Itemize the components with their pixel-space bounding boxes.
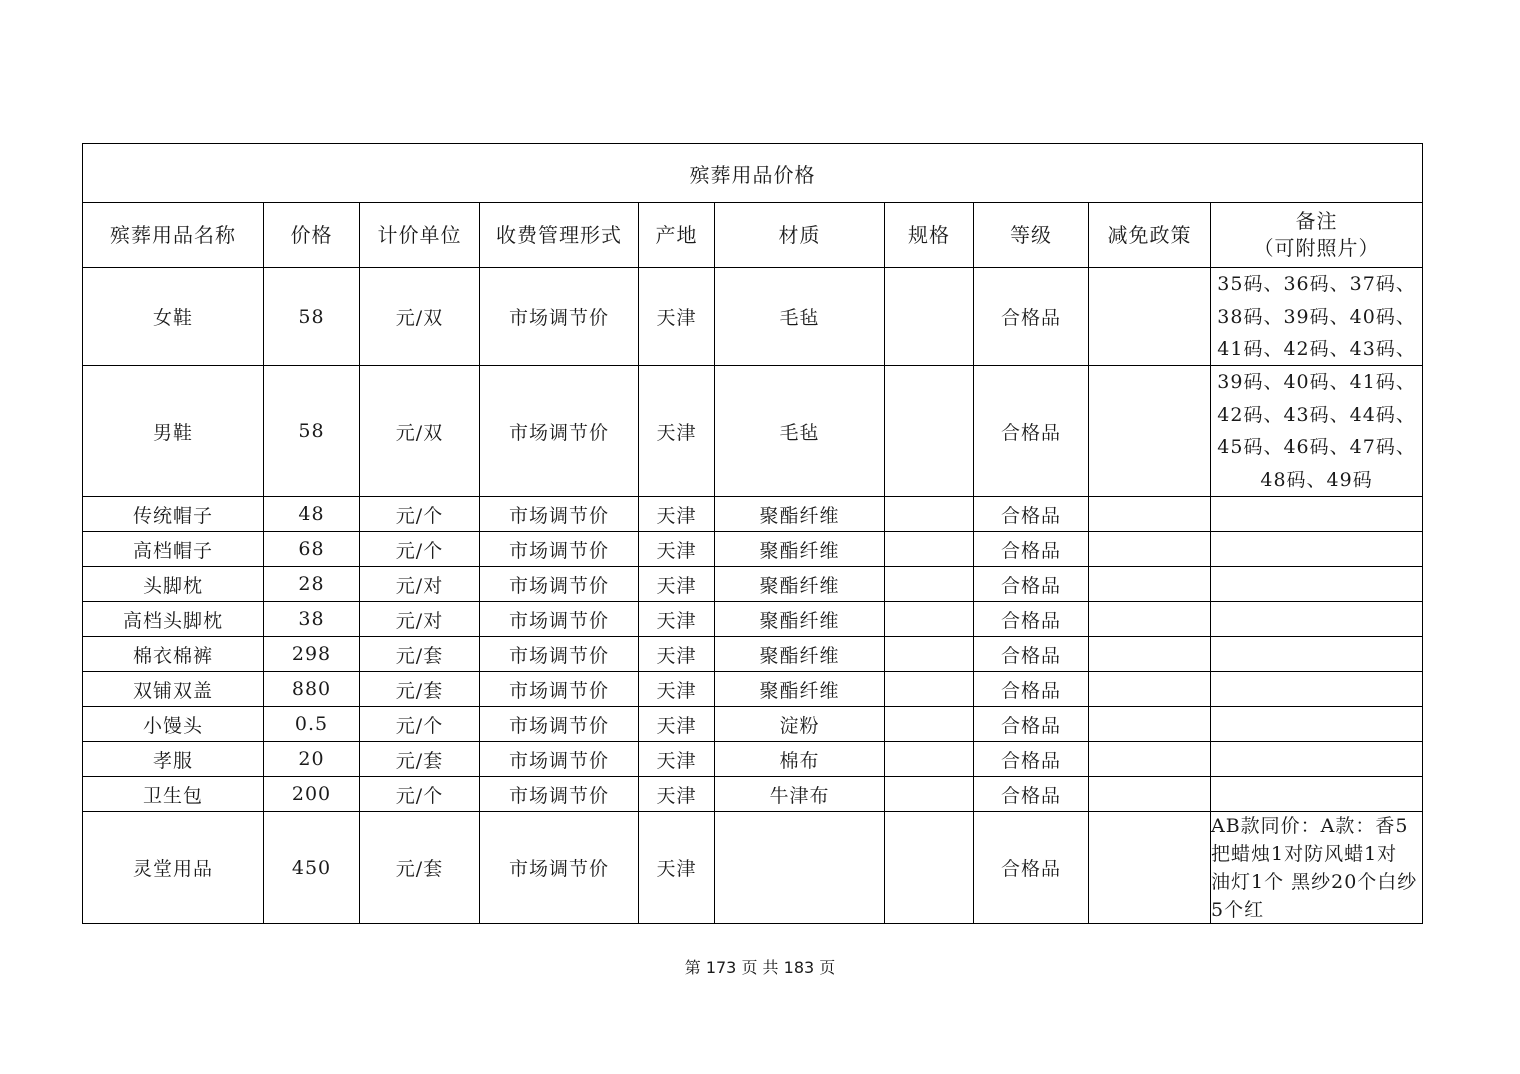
table-row — [83, 366, 1423, 497]
cell-name: 灵堂用品 — [83, 812, 264, 924]
cell-policy — [1089, 602, 1211, 637]
cell-name: 卫生包 — [83, 777, 264, 812]
cell-material: 聚酯纤维 — [715, 672, 885, 707]
cell-grade: 合格品 — [974, 532, 1089, 567]
cell-policy — [1089, 637, 1211, 672]
cell-spec — [885, 532, 974, 567]
cell-price: 58 — [264, 366, 360, 497]
cell-unit: 元/双 — [360, 268, 480, 366]
cell-note — [1211, 366, 1423, 497]
cell-price: 68 — [264, 532, 360, 567]
cell-unit: 元/对 — [360, 602, 480, 637]
note-text: 35码、36码、37码、38码、39码、40码、41码、42码、43码、 — [1217, 273, 1416, 360]
cell-note — [1211, 532, 1423, 567]
cell-spec — [885, 637, 974, 672]
cell-origin: 天津 — [639, 567, 715, 602]
cell-policy — [1089, 777, 1211, 812]
table-title: 殡葬用品价格 — [83, 144, 1423, 203]
header-note — [1211, 203, 1423, 268]
table-row — [83, 497, 1423, 532]
cell-note — [1211, 268, 1423, 366]
cell-price: 38 — [264, 602, 360, 637]
cell-name: 高档头脚枕 — [83, 602, 264, 637]
header-origin: 产地 — [639, 203, 715, 268]
cell-material: 棉布 — [715, 742, 885, 777]
cell-price: 48 — [264, 497, 360, 532]
cell-grade: 合格品 — [974, 707, 1089, 742]
cell-note — [1211, 497, 1423, 532]
cell-mgmt: 市场调节价 — [480, 366, 639, 497]
cell-mgmt: 市场调节价 — [480, 637, 639, 672]
cell-unit: 元/个 — [360, 707, 480, 742]
cell-spec — [885, 602, 974, 637]
cell-unit: 元/双 — [360, 366, 480, 497]
price-table — [82, 143, 1423, 924]
cell-note — [1211, 777, 1423, 812]
header-note-line1: 备注 — [1295, 209, 1338, 233]
cell-note — [1211, 602, 1423, 637]
cell-mgmt: 市场调节价 — [480, 532, 639, 567]
note-text: 39码、40码、41码、42码、43码、44码、45码、46码、47码、 — [1217, 371, 1416, 458]
cell-spec — [885, 497, 974, 532]
cell-note — [1211, 567, 1423, 602]
cell-grade: 合格品 — [974, 812, 1089, 924]
cell-policy — [1089, 532, 1211, 567]
cell-mgmt: 市场调节价 — [480, 672, 639, 707]
cell-name: 孝服 — [83, 742, 264, 777]
total-pages-number: 183 — [783, 958, 815, 977]
cell-spec — [885, 742, 974, 777]
header-mgmt: 收费管理形式 — [480, 203, 639, 268]
cell-policy — [1089, 366, 1211, 497]
cell-policy — [1089, 742, 1211, 777]
cell-grade: 合格品 — [974, 268, 1089, 366]
cell-spec — [885, 672, 974, 707]
cell-origin: 天津 — [639, 532, 715, 567]
cell-grade: 合格品 — [974, 497, 1089, 532]
header-policy: 减免政策 — [1089, 203, 1211, 268]
cell-policy — [1089, 497, 1211, 532]
cell-spec — [885, 707, 974, 742]
cell-name: 高档帽子 — [83, 532, 264, 567]
cell-grade: 合格品 — [974, 567, 1089, 602]
cell-note — [1211, 742, 1423, 777]
cell-note — [1211, 707, 1423, 742]
header-unit: 计价单位 — [360, 203, 480, 268]
cell-grade: 合格品 — [974, 672, 1089, 707]
cell-origin: 天津 — [639, 777, 715, 812]
table-row — [83, 268, 1423, 366]
cell-note — [1211, 812, 1423, 924]
cell-material: 聚酯纤维 — [715, 602, 885, 637]
header-material: 材质 — [715, 203, 885, 268]
page-footer — [0, 955, 1520, 978]
cell-material: 淀粉 — [715, 707, 885, 742]
cell-name: 男鞋 — [83, 366, 264, 497]
cell-material: 毛毡 — [715, 268, 885, 366]
cell-material: 聚酯纤维 — [715, 567, 885, 602]
cell-mgmt: 市场调节价 — [480, 602, 639, 637]
cell-material: 聚酯纤维 — [715, 497, 885, 532]
header-note-line2: （可附照片） — [1253, 236, 1380, 260]
cell-grade: 合格品 — [974, 742, 1089, 777]
cell-price: 450 — [264, 812, 360, 924]
cell-origin: 天津 — [639, 268, 715, 366]
cell-price: 0.5 — [264, 707, 360, 742]
cell-name: 棉衣棉裤 — [83, 637, 264, 672]
cell-mgmt: 市场调节价 — [480, 268, 639, 366]
cell-price: 20 — [264, 742, 360, 777]
table-row — [83, 532, 1423, 567]
cell-name: 传统帽子 — [83, 497, 264, 532]
cell-origin: 天津 — [639, 366, 715, 497]
table-row — [83, 812, 1423, 924]
cell-policy — [1089, 812, 1211, 924]
cell-unit: 元/个 — [360, 777, 480, 812]
header-price: 价格 — [264, 203, 360, 268]
footer-middle: 页 共 — [741, 958, 779, 977]
table-row — [83, 777, 1423, 812]
cell-name: 头脚枕 — [83, 567, 264, 602]
cell-note — [1211, 672, 1423, 707]
header-row — [83, 203, 1423, 268]
cell-origin: 天津 — [639, 602, 715, 637]
cell-mgmt: 市场调节价 — [480, 742, 639, 777]
cell-spec — [885, 567, 974, 602]
table-row — [83, 707, 1423, 742]
table-row — [83, 637, 1423, 672]
cell-name: 女鞋 — [83, 268, 264, 366]
cell-name: 双铺双盖 — [83, 672, 264, 707]
table-row — [83, 672, 1423, 707]
header-name: 殡葬用品名称 — [83, 203, 264, 268]
cell-unit: 元/套 — [360, 812, 480, 924]
cell-policy — [1089, 707, 1211, 742]
cell-origin: 天津 — [639, 707, 715, 742]
cell-material: 聚酯纤维 — [715, 637, 885, 672]
cell-spec — [885, 777, 974, 812]
note-text: AB款同价：A款：香5把蜡烛1对防风蜡1对 油灯1个 黑纱20个白纱5个红 — [1211, 815, 1418, 921]
cell-grade: 合格品 — [974, 602, 1089, 637]
cell-note — [1211, 637, 1423, 672]
cell-price: 880 — [264, 672, 360, 707]
table-row — [83, 742, 1423, 777]
cell-spec — [885, 366, 974, 497]
cell-unit: 元/个 — [360, 497, 480, 532]
footer-suffix: 页 — [819, 958, 836, 977]
header-grade: 等级 — [974, 203, 1089, 268]
cell-grade: 合格品 — [974, 637, 1089, 672]
note-text-tail: 48码、49码 — [1260, 468, 1373, 491]
table-row — [83, 567, 1423, 602]
cell-mgmt: 市场调节价 — [480, 567, 639, 602]
cell-origin: 天津 — [639, 742, 715, 777]
cell-unit: 元/对 — [360, 567, 480, 602]
cell-material — [715, 812, 885, 924]
cell-unit: 元/套 — [360, 672, 480, 707]
cell-origin: 天津 — [639, 497, 715, 532]
cell-mgmt: 市场调节价 — [480, 812, 639, 924]
cell-material: 牛津布 — [715, 777, 885, 812]
cell-grade: 合格品 — [974, 366, 1089, 497]
cell-origin: 天津 — [639, 637, 715, 672]
cell-material: 毛毡 — [715, 366, 885, 497]
cell-name: 小馒头 — [83, 707, 264, 742]
cell-mgmt: 市场调节价 — [480, 777, 639, 812]
cell-origin: 天津 — [639, 672, 715, 707]
table-row — [83, 602, 1423, 637]
cell-price: 58 — [264, 268, 360, 366]
cell-spec — [885, 812, 974, 924]
cell-unit: 元/套 — [360, 742, 480, 777]
cell-price: 28 — [264, 567, 360, 602]
cell-grade: 合格品 — [974, 777, 1089, 812]
cell-mgmt: 市场调节价 — [480, 707, 639, 742]
cell-material: 聚酯纤维 — [715, 532, 885, 567]
cell-unit: 元/套 — [360, 637, 480, 672]
cell-mgmt: 市场调节价 — [480, 497, 639, 532]
cell-unit: 元/个 — [360, 532, 480, 567]
cell-price: 298 — [264, 637, 360, 672]
header-spec: 规格 — [885, 203, 974, 268]
current-page-number: 173 — [705, 958, 737, 977]
cell-spec — [885, 268, 974, 366]
cell-policy — [1089, 268, 1211, 366]
cell-origin: 天津 — [639, 812, 715, 924]
footer-prefix: 第 — [684, 958, 701, 977]
cell-policy — [1089, 567, 1211, 602]
cell-price: 200 — [264, 777, 360, 812]
cell-policy — [1089, 672, 1211, 707]
